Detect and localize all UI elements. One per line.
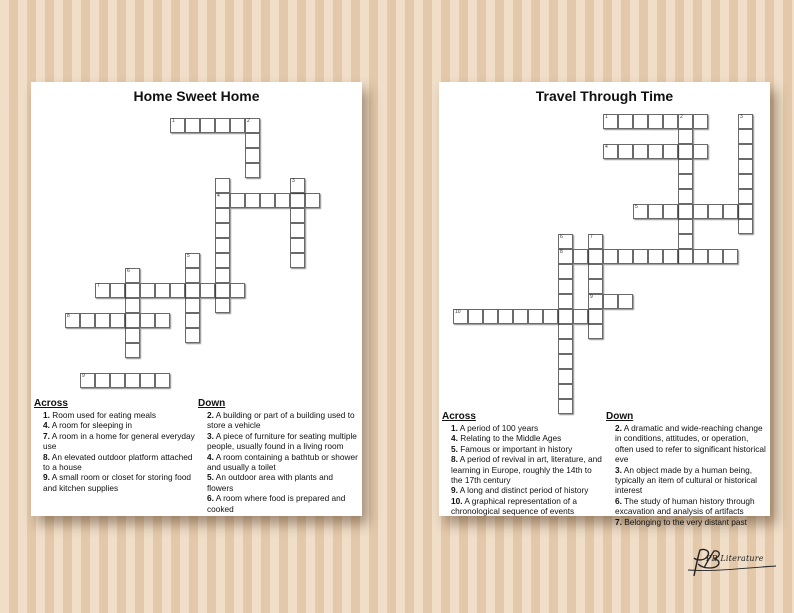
clue-item	[442, 485, 604, 495]
crossword-cell[interactable]	[618, 144, 633, 159]
crossword-cell[interactable]	[245, 193, 260, 208]
crossword-cell[interactable]	[290, 193, 305, 208]
crossword-cell[interactable]	[110, 373, 125, 388]
crossword-cell[interactable]	[738, 174, 753, 189]
cell-number: 1	[172, 118, 175, 124]
crossword-cell[interactable]	[185, 283, 200, 298]
clue-number: 2.	[207, 410, 214, 420]
crossword-cell[interactable]	[245, 118, 260, 133]
crossword-cell[interactable]	[140, 283, 155, 298]
clue-text: A room where food is prepared and cooked	[207, 493, 346, 514]
across-heading: Across	[34, 398, 68, 409]
clue-item	[34, 410, 196, 420]
crossword-cell[interactable]	[290, 208, 305, 223]
clue-item	[34, 472, 196, 493]
crossword-cell[interactable]	[738, 114, 753, 129]
cell-number: 10	[455, 309, 461, 315]
crossword-cell[interactable]	[215, 283, 230, 298]
crossword-cell[interactable]	[230, 283, 245, 298]
crossword-cell[interactable]	[558, 279, 573, 294]
clue-text: A period of 100 years	[459, 423, 539, 433]
clue-number: 6.	[207, 493, 214, 504]
crossword-cell[interactable]	[245, 148, 260, 163]
crossword-cell[interactable]	[678, 234, 693, 249]
crossword-cell[interactable]	[618, 294, 633, 309]
crossword-cell[interactable]	[245, 163, 260, 178]
crossword-cell[interactable]	[125, 373, 140, 388]
crossword-cell[interactable]	[185, 118, 200, 133]
crossword-cell[interactable]	[573, 249, 588, 264]
crossword-cell[interactable]	[110, 283, 125, 298]
crossword-cell[interactable]	[633, 114, 648, 129]
crossword-cell[interactable]	[185, 313, 200, 328]
crossword-cell[interactable]	[738, 129, 753, 144]
crossword-cell[interactable]	[215, 118, 230, 133]
clue-item	[606, 496, 766, 517]
crossword-cell[interactable]	[185, 253, 200, 268]
crossword-cell[interactable]	[678, 219, 693, 234]
crossword-cell[interactable]	[738, 204, 753, 219]
clue-text: A long and distinct period of history	[459, 485, 589, 496]
clue-number: 6.	[615, 495, 622, 506]
puzzle-title: Travel Through Time	[535, 88, 674, 104]
crossword-cell[interactable]	[215, 238, 230, 253]
clue-item	[606, 517, 766, 527]
clue-number: 4.	[451, 433, 458, 444]
clue-number: 3.	[207, 430, 214, 441]
crossword-cell[interactable]	[618, 249, 633, 264]
crossword-cell[interactable]	[558, 324, 573, 339]
crossword-cell[interactable]	[588, 309, 603, 324]
crossword-cell[interactable]	[125, 283, 140, 298]
signature-flourish-icon	[684, 546, 780, 580]
clue-item	[442, 433, 604, 443]
crossword-cell[interactable]	[185, 298, 200, 313]
crossword-cell[interactable]	[468, 309, 483, 324]
clue-number: 4.	[207, 451, 214, 462]
clue-text: A room in a home for general everyday use	[43, 430, 195, 452]
cell-number: 1	[605, 114, 608, 120]
crossword-cell[interactable]	[633, 204, 648, 219]
crossword-cell[interactable]	[215, 298, 230, 313]
clue-number: 7.	[43, 430, 50, 441]
clue-item	[34, 420, 196, 430]
clue-text: An outdoor area with plants and flowers	[207, 472, 333, 493]
clue-text: An object made by a human being, typically an item of cultural or historical interest	[615, 464, 758, 496]
across-heading: Across	[442, 411, 476, 422]
crossword-cell[interactable]	[185, 328, 200, 343]
crossword-cell[interactable]	[678, 129, 693, 144]
crossword-cell[interactable]	[80, 313, 95, 328]
clue-item	[198, 452, 358, 473]
crossword-cell[interactable]	[558, 234, 573, 249]
clue-number: 10.	[451, 495, 463, 506]
clue-number: 1.	[43, 410, 50, 420]
crossword-cell[interactable]	[588, 279, 603, 294]
crossword-cell[interactable]	[678, 249, 693, 264]
crossword-cell[interactable]	[125, 343, 140, 358]
crossword-cell[interactable]	[110, 313, 125, 328]
cell-number: 5	[635, 204, 638, 210]
crossword-sheet-home-sweet-home	[31, 82, 362, 516]
crossword-cell[interactable]	[95, 373, 110, 388]
crossword-cell[interactable]	[170, 118, 185, 133]
crossword-cell[interactable]	[65, 313, 80, 328]
crossword-cell[interactable]	[275, 193, 290, 208]
crossword-cell[interactable]	[588, 249, 603, 264]
crossword-cell[interactable]	[558, 249, 573, 264]
crossword-cell[interactable]	[513, 309, 528, 324]
clue-item	[34, 431, 196, 452]
clue-item	[198, 431, 358, 452]
crossword-cell[interactable]	[290, 238, 305, 253]
crossword-cell[interactable]	[603, 294, 618, 309]
across-clues	[442, 411, 604, 517]
crossword-cell[interactable]	[558, 354, 573, 369]
crossword-cell[interactable]	[125, 313, 140, 328]
crossword-cell[interactable]	[140, 373, 155, 388]
crossword-cell[interactable]	[633, 249, 648, 264]
crossword-cell[interactable]	[483, 309, 498, 324]
crossword-cell[interactable]	[290, 253, 305, 268]
crossword-cell[interactable]	[678, 189, 693, 204]
crossword-cell[interactable]	[140, 313, 155, 328]
crossword-cell[interactable]	[588, 264, 603, 279]
clue-text: Famous or important in history	[460, 443, 573, 454]
crossword-cell[interactable]	[543, 309, 558, 324]
down-heading: Down	[606, 411, 634, 422]
crossword-cell[interactable]	[693, 204, 708, 219]
down-clues	[198, 398, 358, 514]
crossword-cell[interactable]	[230, 118, 245, 133]
crossword-cell[interactable]	[498, 309, 513, 324]
clue-text: A dramatic and wide-reaching change in conditions, attitudes, or operation, often used to refer to significant historical eve	[615, 423, 766, 465]
clue-item	[198, 410, 358, 431]
crossword-cell[interactable]	[558, 339, 573, 354]
crossword-cell[interactable]	[723, 204, 738, 219]
clue-text: A graphical representation of a chronological sequence of events	[451, 495, 577, 517]
clue-number: 3.	[615, 464, 622, 475]
crossword-cell[interactable]	[558, 309, 573, 324]
crossword-cell[interactable]	[603, 144, 618, 159]
clue-text: A building or part of a building used to store a vehicle	[207, 410, 355, 431]
crossword-cell[interactable]	[170, 283, 185, 298]
crossword-cell[interactable]	[708, 204, 723, 219]
crossword-cell[interactable]	[648, 114, 663, 129]
crossword-cell[interactable]	[678, 144, 693, 159]
crossword-sheet-travel-through-time	[439, 82, 770, 527]
cell-number: 5	[187, 253, 190, 259]
crossword-cell[interactable]	[738, 189, 753, 204]
cell-number: 9	[82, 373, 85, 379]
crossword-cell[interactable]	[573, 309, 588, 324]
crossword-cell[interactable]	[738, 219, 753, 234]
crossword-cell[interactable]	[648, 144, 663, 159]
clue-text: A room containing a bathtub or shower and usually a toilet	[207, 451, 358, 473]
crossword-cell[interactable]	[215, 208, 230, 223]
crossword-cell[interactable]	[588, 234, 603, 249]
clue-number: 8.	[451, 454, 458, 465]
clue-text: The study of human history through excavation and analysis of artifacts	[615, 495, 755, 517]
clue-text: Room used for eating meals	[52, 410, 156, 420]
crossword-cell[interactable]	[453, 309, 468, 324]
crossword-cell[interactable]	[200, 283, 215, 298]
crossword-cell[interactable]	[558, 369, 573, 384]
crossword-cell[interactable]	[305, 193, 320, 208]
clue-item	[442, 423, 604, 433]
clue-number: 1.	[451, 423, 458, 433]
clue-number: 5.	[451, 443, 458, 454]
crossword-cell[interactable]	[215, 253, 230, 268]
crossword-cell[interactable]	[80, 373, 95, 388]
crossword-cell[interactable]	[155, 373, 170, 388]
clue-text: A period of revival in art, literature, and learning in Europe, roughly the 14th to the 17th century	[451, 454, 602, 486]
crossword-cell[interactable]	[663, 204, 678, 219]
cell-number: 2	[680, 114, 683, 120]
cell-number: 3	[740, 114, 743, 120]
clue-item	[606, 465, 766, 496]
puzzle-title: Home Sweet Home	[133, 88, 260, 104]
down-clues	[606, 411, 766, 527]
crossword-cell[interactable]	[648, 204, 663, 219]
crossword-cell[interactable]	[678, 159, 693, 174]
clue-number: 5.	[207, 472, 214, 483]
crossword-cell[interactable]	[215, 268, 230, 283]
cell-number: 8	[560, 249, 563, 255]
clue-item	[198, 472, 358, 493]
clue-number: 2.	[615, 423, 622, 433]
clue-number: 9.	[43, 472, 50, 483]
clue-item	[198, 493, 358, 514]
across-clues	[34, 398, 196, 493]
crossword-cell[interactable]	[618, 114, 633, 129]
clue-number: 7.	[615, 516, 622, 527]
crossword-cell[interactable]	[215, 223, 230, 238]
cell-number: 4	[605, 144, 608, 150]
crossword-cell[interactable]	[95, 313, 110, 328]
clue-item	[442, 496, 604, 517]
crossword-cell[interactable]	[528, 309, 543, 324]
clue-text: A small room or closet for storing food and kitchen supplies	[43, 472, 192, 493]
crossword-cell[interactable]	[558, 294, 573, 309]
crossword-cell[interactable]	[678, 174, 693, 189]
crossword-cell[interactable]	[230, 193, 245, 208]
crossword-cell[interactable]	[245, 133, 260, 148]
crossword-cell[interactable]	[663, 144, 678, 159]
crossword-cell[interactable]	[558, 264, 573, 279]
crossword-cell[interactable]	[738, 159, 753, 174]
crossword-cell[interactable]	[693, 144, 708, 159]
signature-logo	[684, 546, 780, 580]
crossword-cell[interactable]	[663, 249, 678, 264]
crossword-cell[interactable]	[558, 384, 573, 399]
crossword-cell[interactable]	[185, 268, 200, 283]
cell-number: 3	[292, 178, 295, 184]
cell-number: 2	[247, 118, 250, 124]
crossword-cell[interactable]	[678, 204, 693, 219]
clue-item	[606, 423, 766, 465]
signature-text: PB Literature	[706, 554, 764, 563]
crossword-cell[interactable]	[155, 283, 170, 298]
clue-item	[442, 454, 604, 485]
crossword-cell[interactable]	[215, 193, 230, 208]
crossword-cell[interactable]	[723, 249, 738, 264]
clue-number: 4.	[43, 420, 50, 431]
clue-text: A room for sleeping in	[51, 420, 133, 431]
crossword-cell[interactable]	[708, 249, 723, 264]
cell-number: 9	[590, 294, 593, 300]
crossword-cell[interactable]	[155, 313, 170, 328]
crossword-cell[interactable]	[125, 298, 140, 313]
clue-text: An elevated outdoor platform attached to a house	[43, 451, 193, 473]
crossword-cell[interactable]	[663, 114, 678, 129]
crossword-cell[interactable]	[693, 114, 708, 129]
clue-text: Belonging to the very distant past	[624, 516, 747, 527]
crossword-cell[interactable]	[738, 144, 753, 159]
cell-number: 4	[217, 193, 220, 199]
cell-number: 6	[127, 268, 130, 274]
crossword-cell[interactable]	[95, 283, 110, 298]
crossword-cell[interactable]	[603, 249, 618, 264]
crossword-cell[interactable]	[693, 249, 708, 264]
crossword-cell[interactable]	[603, 114, 618, 129]
crossword-cell[interactable]	[260, 193, 275, 208]
cell-number: 7	[97, 283, 100, 289]
crossword-cell[interactable]	[588, 294, 603, 309]
crossword-cell[interactable]	[678, 114, 693, 129]
crossword-cell[interactable]	[633, 144, 648, 159]
clue-number: 8.	[43, 451, 50, 462]
crossword-cell[interactable]	[215, 178, 230, 193]
down-heading: Down	[198, 398, 226, 409]
cell-number: 6	[560, 234, 563, 240]
clue-item	[442, 444, 604, 454]
clue-text: A piece of furniture for seating multiple people, usually found in a living room	[207, 430, 357, 452]
crossword-cell[interactable]	[200, 118, 215, 133]
clue-item	[34, 452, 196, 473]
crossword-cell[interactable]	[290, 223, 305, 238]
crossword-cell[interactable]	[588, 324, 603, 339]
cell-number: 7	[590, 234, 593, 240]
crossword-cell[interactable]	[648, 249, 663, 264]
clue-text: Relating to the Middle Ages	[460, 433, 562, 444]
clue-number: 9.	[451, 485, 458, 496]
cell-number: 8	[67, 313, 70, 319]
crossword-cell[interactable]	[125, 328, 140, 343]
crossword-cell[interactable]	[125, 268, 140, 283]
crossword-cell[interactable]	[290, 178, 305, 193]
